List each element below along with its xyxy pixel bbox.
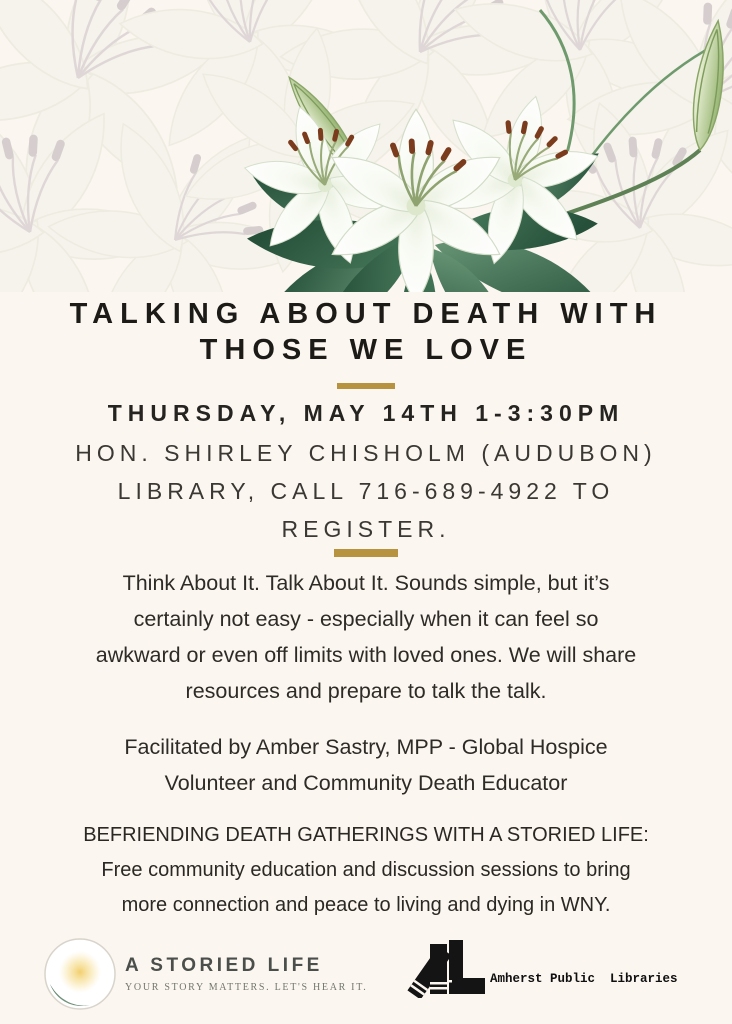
storied-life-name: A STORIED LIFE: [125, 955, 323, 976]
storied-life-tagline: YOUR STORY MATTERS. LET'S HEAR IT.: [125, 982, 368, 993]
event-location: [0, 434, 732, 548]
title-line-1: TALKING ABOUT DEATH WITH: [69, 298, 663, 330]
facilitator-line: Volunteer and Community Death Educator: [164, 771, 568, 795]
books-icon: [397, 936, 485, 998]
gold-divider-middle: [334, 549, 398, 557]
storied-life-logo: [42, 936, 367, 1012]
gold-divider-top: [337, 383, 395, 389]
amherst-libraries-name: Amherst Public Libraries: [490, 972, 678, 986]
footer: [0, 934, 732, 1020]
facilitator-credit: [0, 729, 732, 801]
description-line: Think About It. Talk About It. Sounds simple, but it’s: [122, 571, 610, 595]
storied-life-text: [125, 955, 367, 993]
series-heading: BEFRIENDING DEATH GATHERINGS WITH A STORIED LIFE:: [83, 824, 649, 846]
lily-illustration: [0, 0, 732, 292]
series-line: Free community education and discussion sessions to bring: [101, 859, 631, 881]
title-line-2: THOSE WE LOVE: [199, 334, 533, 366]
event-datetime: THURSDAY, MAY 14TH 1-3:30PM: [107, 400, 625, 426]
series-line: more connection and peace to living and dying in WNY.: [121, 894, 611, 916]
series-description: [0, 818, 732, 923]
location-line-2: LIBRARY, CALL 716-689-4922 TO: [117, 478, 615, 504]
event-description: [0, 565, 732, 709]
event-title: [0, 296, 732, 368]
description-line: resources and prepare to talk the talk.: [185, 679, 547, 703]
location-line-3: REGISTER.: [281, 516, 451, 542]
facilitator-line: Facilitated by Amber Sastry, MPP - Global Hospice: [124, 735, 608, 759]
description-line: certainly not easy - especially when it can feel so: [133, 607, 599, 631]
location-line-1: HON. SHIRLEY CHISHOLM (AUDUBON): [75, 440, 657, 466]
amherst-libraries-logo: [397, 936, 678, 998]
description-line: awkward or even off limits with loved ones. We will share: [95, 643, 637, 667]
sunburst-circle-icon: [42, 936, 118, 1012]
